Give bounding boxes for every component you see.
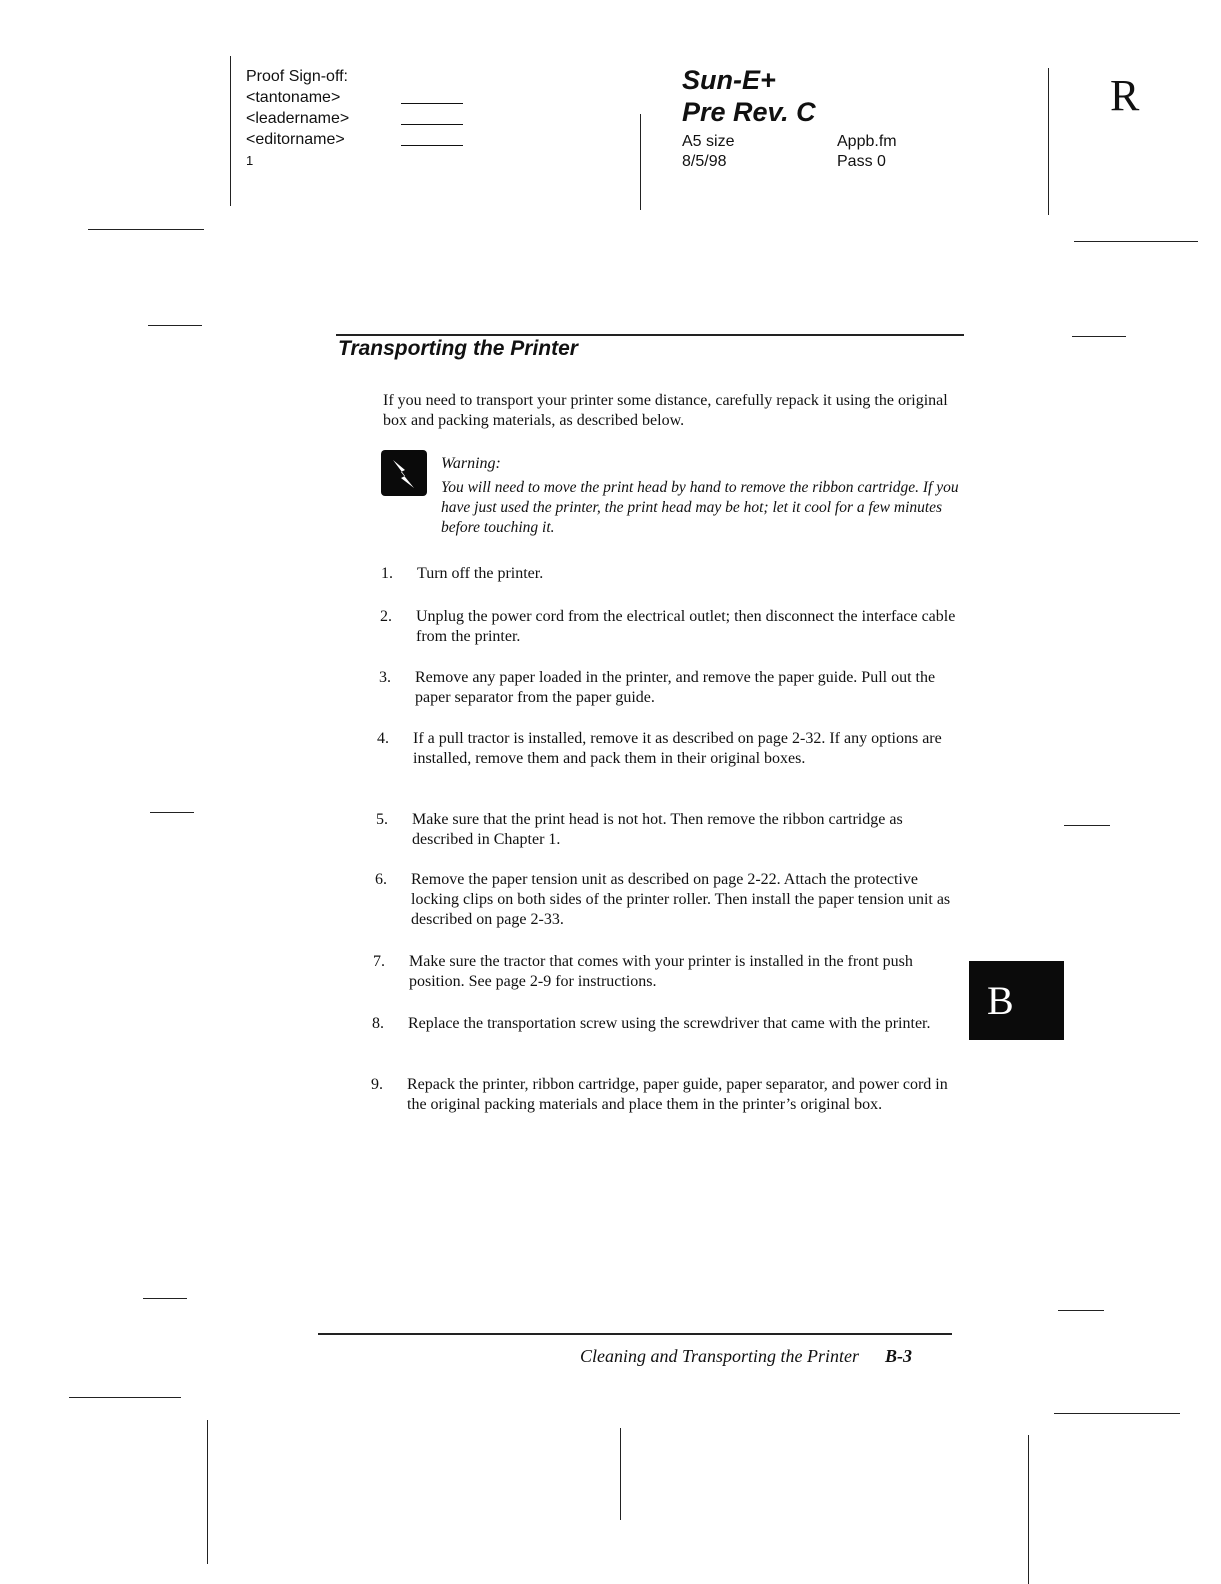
file-name: Appb.fm	[837, 133, 897, 150]
warning-text: You will need to move the print head by hand to remove the ribbon cartridge. If you have just used the printer, the print head may be hot; let it cool for a few minutes before touching it.	[441, 479, 959, 536]
crop-mark	[1074, 241, 1198, 242]
step-text: If a pull tractor is installed, remove it as described on page 2-32. If any options are installed, remove them and pack them in their original boxes.	[413, 730, 942, 767]
registration-mark: R	[1110, 71, 1140, 120]
proof-title: Proof Sign-off:	[246, 68, 348, 85]
crop-mark	[1064, 825, 1110, 826]
signature-line	[401, 103, 463, 104]
proof-page-number: 1	[246, 153, 254, 168]
warning-icon	[381, 450, 427, 496]
project-meta	[682, 132, 947, 172]
running-footer	[580, 1346, 912, 1367]
crop-mark	[150, 812, 194, 813]
crop-mark	[640, 114, 641, 210]
step-number: 5.	[376, 811, 388, 828]
crop-mark	[207, 1420, 208, 1564]
proof-name: <editorname>	[246, 131, 345, 148]
crop-mark	[1072, 336, 1126, 337]
intro-paragraph: If you need to transport your printer some distance, carefully repack it using the original box and packing materials, as described below.	[383, 392, 948, 429]
crop-mark	[88, 229, 204, 230]
list-item	[375, 870, 961, 930]
list-item	[372, 1014, 958, 1034]
step-text: Repack the printer, ribbon cartridge, paper guide, paper separator, and power cord in the original packing materials and place them in the printer’s original box.	[407, 1076, 948, 1113]
step-number: 3.	[379, 669, 391, 686]
crop-mark	[1054, 1413, 1180, 1414]
footer-chapter-title: Cleaning and Transporting the Printer	[580, 1346, 860, 1366]
proof-signoff	[246, 66, 463, 171]
crop-mark	[69, 1397, 181, 1398]
list-item	[379, 668, 965, 708]
step-text: Make sure that the print head is not hot. Then remove the ribbon cartridge as described in Chapter 1.	[412, 811, 903, 848]
project-info	[682, 64, 947, 172]
proof-row	[246, 87, 463, 108]
step-number: 2.	[380, 608, 392, 625]
step-text: Remove any paper loaded in the printer, and remove the paper guide. Pull out the paper separator from the paper guide.	[415, 669, 936, 706]
page-number: B-3	[885, 1346, 913, 1366]
step-text: Turn off the printer.	[417, 565, 544, 582]
step-text: Make sure the tractor that comes with your printer is installed in the front push position. See page 2-9 for instructions.	[409, 953, 913, 990]
proof-name: <tantoname>	[246, 89, 341, 106]
step-number: 6.	[375, 871, 387, 888]
list-item	[373, 952, 959, 992]
chapter-thumb-tab: B	[969, 961, 1064, 1040]
proof-name: <leadername>	[246, 110, 350, 127]
project-revision: Pre Rev. C	[682, 97, 816, 127]
proof-row	[246, 129, 463, 150]
section-title: Transporting the Printer	[338, 337, 578, 360]
signature-line	[401, 124, 463, 125]
step-number: 9.	[371, 1076, 383, 1093]
list-item	[381, 564, 967, 584]
step-number: 4.	[377, 730, 389, 747]
section-rule	[336, 334, 964, 336]
step-text: Replace the transportation screw using the screwdriver that came with the printer.	[408, 1015, 931, 1032]
list-item	[376, 810, 962, 850]
step-number: 7.	[373, 953, 385, 970]
warning-label: Warning:	[441, 455, 501, 472]
project-name: Sun-E+	[682, 65, 776, 95]
list-item	[371, 1075, 957, 1115]
crop-mark	[1028, 1435, 1029, 1584]
crop-mark	[1058, 1310, 1104, 1311]
list-item	[377, 729, 963, 769]
signature-line	[401, 145, 463, 146]
crop-mark	[620, 1428, 621, 1520]
crop-mark	[1048, 68, 1049, 215]
pass-number: Pass 0	[837, 153, 886, 170]
list-item	[380, 607, 966, 647]
proof-row	[246, 108, 463, 129]
date: 8/5/98	[682, 153, 727, 170]
step-text: Unplug the power cord from the electrical outlet; then disconnect the interface cable from the printer.	[416, 608, 956, 645]
step-number: 1.	[381, 565, 393, 582]
step-number: 8.	[372, 1015, 384, 1032]
footer-rule	[318, 1333, 952, 1335]
page-size: A5 size	[682, 133, 735, 150]
step-text: Remove the paper tension unit as described on page 2-22. Attach the protective locking clips on both sides of the printer roller. Then install the paper tension unit as described on page 2-33.	[411, 871, 951, 928]
crop-mark	[148, 325, 202, 326]
crop-mark	[230, 56, 231, 206]
crop-mark	[143, 1298, 187, 1299]
